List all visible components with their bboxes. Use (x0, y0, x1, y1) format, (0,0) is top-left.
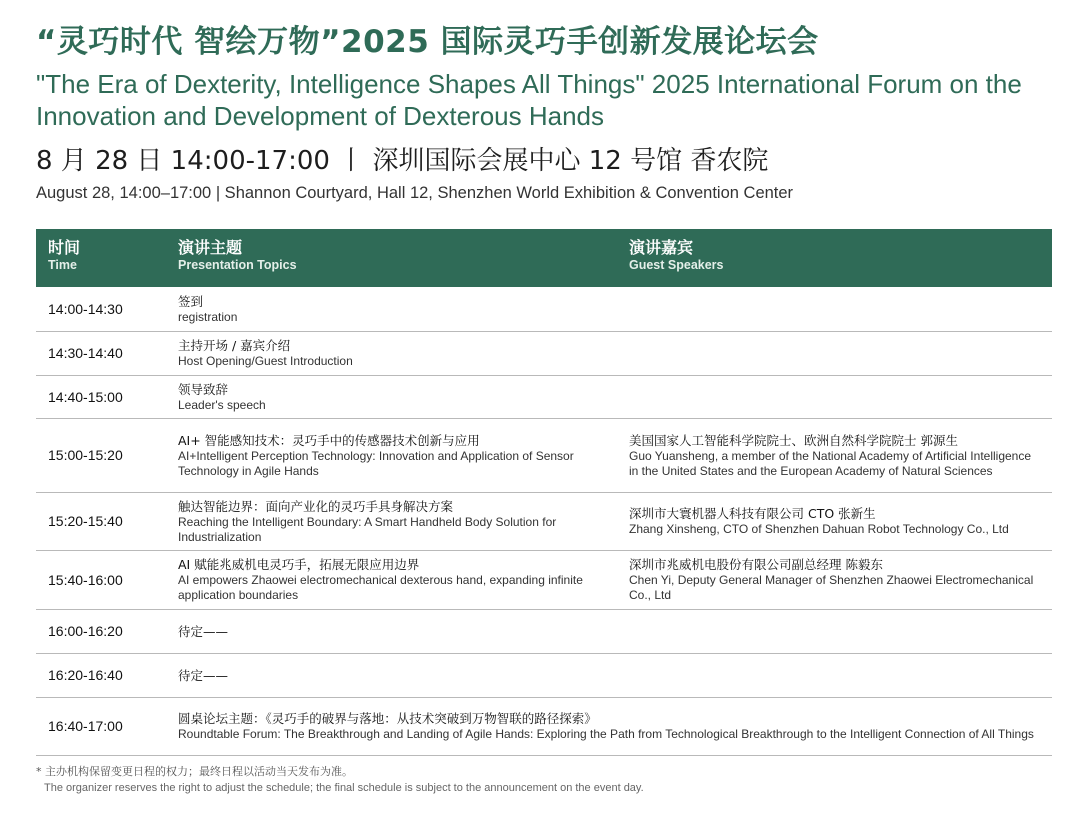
speaker-cn: 深圳市兆威机电股份有限公司副总经理 陈毅东 (629, 557, 883, 572)
speaker-en: Zhang Xinsheng, CTO of Shenzhen Dahuan Robot Technology Co., Ltd (629, 522, 1009, 536)
topic-en: registration (178, 309, 238, 324)
topic-en: AI empowers Zhaowei electromechanical dexterous hand, expanding infinite application boundaries (178, 573, 583, 602)
header (36, 22, 1052, 204)
title-chinese: “灵巧时代 智绘万物”2025 国际灵巧手创新发展论坛会 (36, 24, 819, 60)
topic-cn: 触达智能边界：面向产业化的灵巧手具身解决方案 (178, 498, 454, 514)
topic-cn: 圆桌论坛主题：《灵巧手的破界与落地：从技术突破到万物智联的路径探索》 (178, 711, 597, 726)
column-header-topic-en: Presentation Topics (178, 258, 297, 272)
column-header-speaker-cn: 演讲嘉宾 (629, 238, 694, 257)
footnote-en: The organizer reserves the right to adjust the schedule; the final schedule is subject to the announcement on the event day. (44, 782, 644, 794)
row-speaker (617, 653, 1052, 697)
row-topic (166, 375, 617, 418)
row-topic (166, 550, 617, 609)
table-row (36, 331, 1052, 375)
row-time: 16:20-16:40 (36, 653, 166, 697)
date-venue-english: August 28, 14:00–17:00 | Shannon Courtyard, Hall 12, Shenzhen World Exhibition & Convention Center (36, 184, 794, 202)
row-topic (166, 331, 617, 375)
column-header-speaker-en: Guest Speakers (629, 258, 724, 272)
row-time: 16:00-16:20 (36, 609, 166, 653)
table-row (36, 375, 1052, 418)
topic-cn: 待定—— (178, 623, 229, 639)
topic-en: Reaching the Intelligent Boundary: A Smart Handheld Body Solution for Industrialization (178, 514, 557, 544)
footnote (36, 764, 1052, 796)
footnote-cn: * 主办机构保留变更日程的权力；最终日程以活动当天发布为准。 (36, 765, 353, 778)
row-speaker (617, 287, 1052, 331)
row-topic (166, 653, 617, 697)
topic-cn: 待定—— (178, 667, 229, 683)
topic-cn: AI+ 智能感知技术：灵巧手中的传感器技术创新与应用 (178, 432, 480, 448)
topic-cn: 主持开场 / 嘉宾介绍 (178, 338, 291, 353)
row-speaker (617, 418, 1052, 492)
topic-en: AI+Intelligent Perception Technology: Innovation and Application of Sensor Technology in Agile Hands (178, 448, 574, 478)
column-header-topic-cn: 演讲主题 (178, 238, 243, 257)
topic-cn: 领导致辞 (178, 381, 229, 397)
column-header-time-en: Time (48, 258, 77, 272)
row-topic (166, 609, 617, 653)
row-time: 14:40-15:00 (36, 375, 166, 418)
column-header-topic (166, 229, 617, 287)
speaker-cn: 深圳市大寰机器人科技有限公司 CTO 张新生 (629, 506, 876, 521)
table-row (36, 550, 1052, 609)
table-row (36, 609, 1052, 653)
header-row (36, 229, 1052, 287)
topic-en: Leader's speech (178, 397, 266, 412)
row-speaker (617, 550, 1052, 609)
schedule-table-body (36, 287, 1052, 755)
speaker-cn: 美国国家人工智能科学院院士、欧洲自然科学院院士 郭源生 (629, 432, 958, 448)
row-time: 14:00-14:30 (36, 287, 166, 331)
table-row (36, 492, 1052, 550)
row-speaker (617, 375, 1052, 418)
row-topic (166, 418, 617, 492)
row-speaker (617, 492, 1052, 550)
row-time: 15:00-15:20 (36, 418, 166, 492)
table-row (36, 287, 1052, 331)
table-row (36, 653, 1052, 697)
row-speaker (617, 609, 1052, 653)
topic-cn: AI 赋能兆威机电灵巧手，拓展无限应用边界 (178, 557, 420, 572)
schedule-table-header (36, 229, 1052, 287)
topic-en: Host Opening/Guest Introduction (178, 354, 353, 368)
row-topic (166, 697, 1052, 755)
speaker-en: Guo Yuansheng, a member of the National Academy of Artificial Intelligence in the United States and the European Academy of Natural Sciences (629, 448, 1032, 478)
row-time: 15:20-15:40 (36, 492, 166, 550)
topic-cn: 签到 (178, 293, 204, 309)
topic-en: Roundtable Forum: The Breakthrough and Landing of Agile Hands: Exploring the Path from Technological Breakthrough to the Intelligent Connection of All Things (178, 727, 1034, 741)
row-time: 14:30-14:40 (36, 331, 166, 375)
table-row (36, 418, 1052, 492)
schedule-table (36, 229, 1052, 756)
row-time: 16:40-17:00 (36, 697, 166, 755)
row-topic (166, 287, 617, 331)
speaker-en: Chen Yi, Deputy General Manager of Shenzhen Zhaowei Electromechanical Co., Ltd (629, 573, 1034, 602)
title-english: "The Era of Dexterity, Intelligence Shapes All Things" 2025 International Forum on the Innovation and Development of Dexterous Hands (36, 69, 1022, 131)
row-topic (166, 492, 617, 550)
column-header-speaker (617, 229, 1052, 287)
column-header-time (36, 229, 166, 287)
date-venue-chinese: 8 月 28 日 14:00-17:00 丨 深圳国际会展中心 12 号馆 香农院 (36, 146, 769, 176)
row-time: 15:40-16:00 (36, 550, 166, 609)
table-row (36, 697, 1052, 755)
column-header-time-cn: 时间 (48, 238, 81, 257)
row-speaker (617, 331, 1052, 375)
